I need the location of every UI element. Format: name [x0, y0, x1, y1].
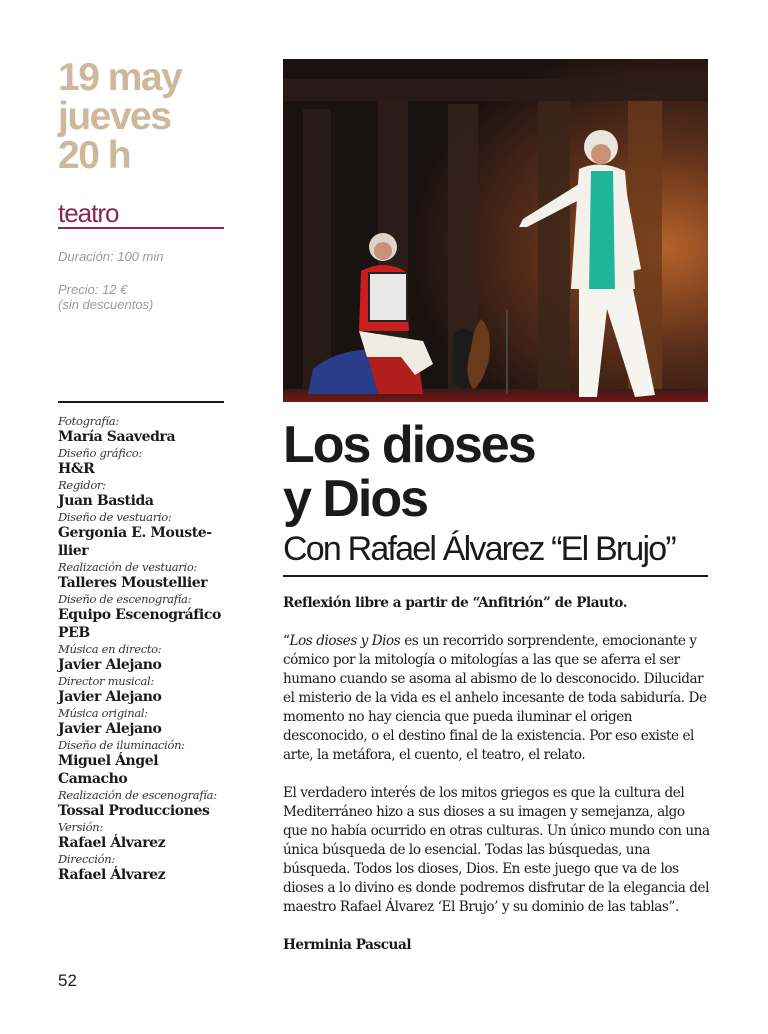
event-weekday: jueves	[58, 95, 171, 138]
event-time: 20 h	[58, 134, 131, 177]
event-price-note: (sin descuentos)	[58, 297, 154, 312]
credit-name: Gergonia E. Mouste-	[58, 525, 212, 541]
credit-role: Música en directo:	[58, 642, 162, 656]
credit-role: Diseño de iluminación:	[58, 738, 185, 752]
credit-name: Javier Alejano	[58, 689, 162, 705]
show-subtitle: Con Rafael Álvarez “El Brujo”	[283, 530, 675, 568]
show-description	[283, 594, 711, 974]
credit-role: Diseño de escenografía:	[58, 592, 192, 606]
credit-role: Dirección:	[58, 852, 115, 866]
event-price-block	[58, 282, 153, 312]
credit-name: Javier Alejano	[58, 657, 162, 673]
credit-role: Regidor:	[58, 478, 106, 492]
credit-role: Director musical:	[58, 674, 154, 688]
credit-name: Juan Bastida	[58, 493, 154, 509]
event-date: 19 may	[58, 56, 182, 99]
show-title-line1: Los dioses	[283, 416, 535, 474]
credit-role: Realización de vestuario:	[58, 560, 198, 574]
description-author: Herminia Pascual	[283, 937, 412, 953]
credit-role: Versión:	[58, 820, 103, 834]
title-divider	[283, 575, 708, 577]
event-price: Precio: 12 €	[58, 282, 128, 297]
description-paragraph-1	[283, 632, 711, 765]
show-title-inline: Los dioses y Dios	[289, 633, 401, 649]
paragraph-1-text: es un recorrido sorprendente, emocionante y cómico por la mitología o mitologías a las que se aferra el ser humano cuando se asoma al abismo de lo desconocido. Dilucidar el misterio de la vida es el anhelo incesante de toda sabiduría. De momento no hay ciencia que pueda iluminar el origen desconocido, o el destino final de la existencia. Por eso existe el arte, la metáfora, el cuento, el teatro, el relato.	[283, 633, 707, 763]
credit-role: Fotografía:	[58, 414, 119, 428]
credit-name: H&R	[58, 461, 95, 477]
credit-name: Miguel Ángel	[58, 753, 159, 769]
quote-open: “	[283, 633, 290, 649]
credits-list	[58, 414, 228, 884]
credit-name: Equipo Escenográfico	[58, 607, 221, 623]
credit-name: Talleres Moustellier	[58, 575, 208, 591]
event-genre: teatro	[58, 199, 224, 229]
page-number: 52	[58, 971, 77, 990]
credit-name: Tossal Producciones	[58, 803, 210, 819]
credits-divider	[58, 401, 224, 403]
description-paragraph-2: El verdadero interés de los mitos griegos es que la cultura del Mediterráneo hizo a sus dioses a su imagen y semejanza, algo que no había ocurrido en otras culturas. Un único mundo con una única búsqueda de lo esencial. Todas las búsquedas, una búsqueda. Todos los dioses, Dios. En este juego que va de los dioses a lo divino es donde podremos disfrutar de la elegancia del maestro Rafael Álvarez ‘El Brujo’ y su dominio de las tablas”.	[283, 785, 710, 915]
credit-role: Realización de escenografía:	[58, 788, 217, 802]
credit-name: PEB	[58, 625, 90, 641]
credit-name: Javier Alejano	[58, 721, 162, 737]
credit-name: Rafael Álvarez	[58, 835, 166, 851]
performance-photo	[283, 59, 708, 402]
credit-role: Diseño gráfico:	[58, 446, 142, 460]
event-duration: Duración: 100 min	[58, 249, 164, 264]
show-title-line2: y Dios	[283, 470, 428, 528]
credit-name: María Saavedra	[58, 429, 176, 445]
credit-name: Camacho	[58, 771, 128, 787]
stage-photo-illustration	[283, 59, 708, 402]
credit-role: Música original:	[58, 706, 148, 720]
credit-name: Rafael Álvarez	[58, 867, 166, 883]
show-title	[283, 418, 713, 526]
description-lead: Reflexión libre a partir de “Anfitrión” de Plauto.	[283, 595, 627, 611]
event-datetime	[58, 58, 181, 175]
credit-name: llier	[58, 543, 89, 559]
credit-role: Diseño de vestuario:	[58, 510, 172, 524]
